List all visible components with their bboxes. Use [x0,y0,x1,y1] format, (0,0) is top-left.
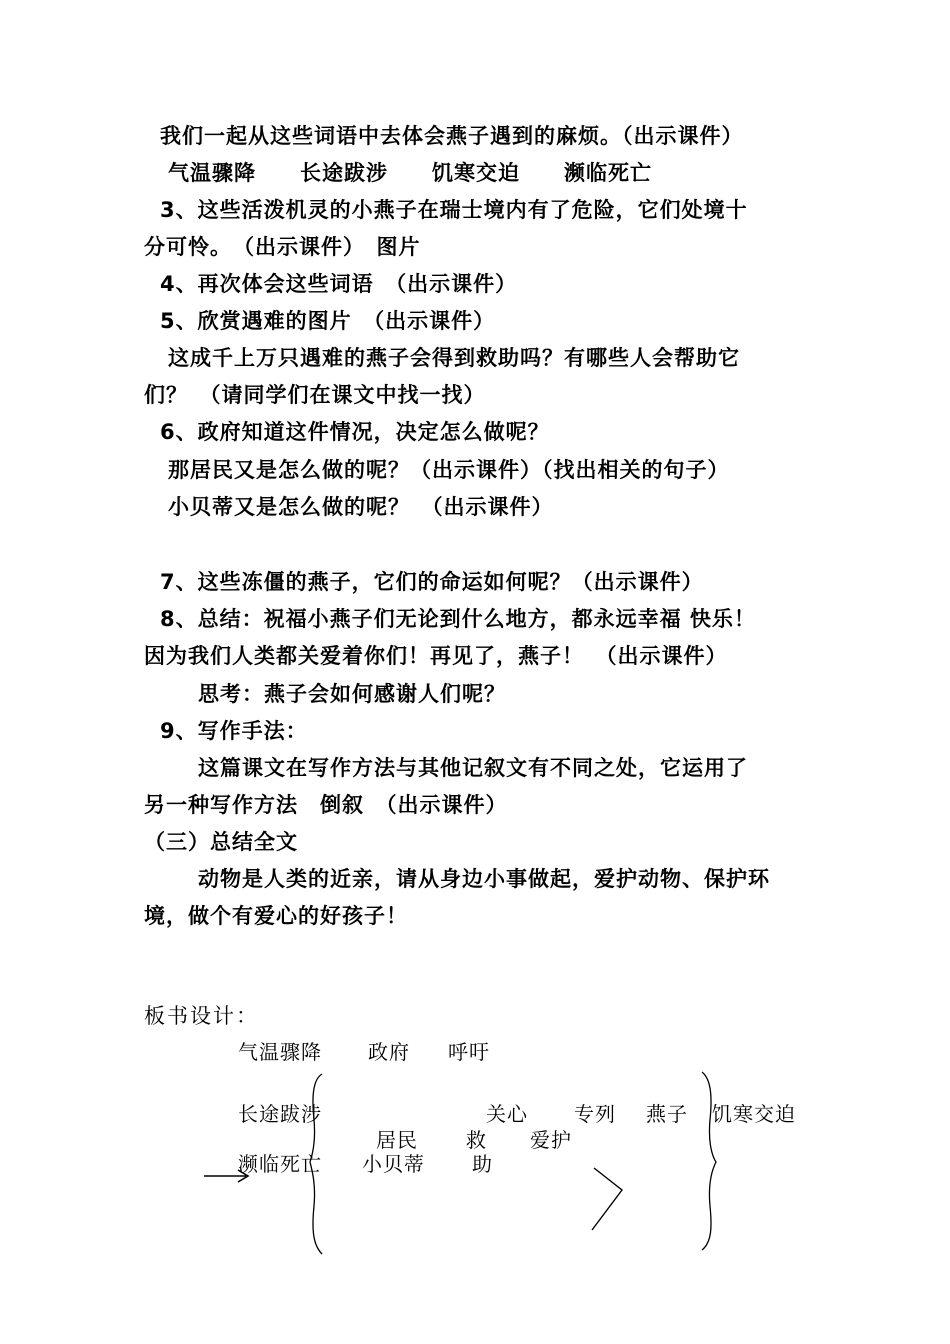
lesson-line: 9、写作手法： [160,719,308,743]
lesson-line: 境，做个有爱心的好孩子！ [144,904,408,928]
board-word: 饥寒交迫 [712,1102,796,1126]
board-word: 助 [472,1152,493,1176]
lesson-line: 4、再次体会这些词语 （出示课件） [160,272,518,296]
lesson-line: 因为我们人类都关爱着你们！再见了，燕子！ （出示课件） [144,644,728,668]
angle-mark [592,1168,622,1230]
lesson-line: 7、这些冻僵的燕子，它们的命运如何呢？（出示课件） [160,570,704,594]
board-word: 关心 [486,1102,528,1126]
lesson-line: 们？ （请同学们在课文中找一找） [144,383,486,407]
lesson-line: 8、总结：祝福小燕子们无论到什么地方，都永远幸福 快乐！ [160,607,756,631]
board-word: 爱护 [530,1128,572,1152]
board-word: 长途跋涉 [238,1102,322,1126]
board-word: 气温骤降 [238,1040,322,1064]
lesson-line: 那居民又是怎么做的呢？（出示课件）（找出相关的句子） [168,458,730,482]
lesson-line: 气温骤降 长途跋涉 饥寒交迫 濒临死亡 [168,161,652,185]
right-brace [702,1072,716,1250]
lesson-line: 这成千上万只遇难的燕子会得到救助吗？有哪些人会帮助它 [168,346,740,370]
lesson-line: 思考：燕子会如何感谢人们呢？ [198,682,506,706]
board-word: 小贝蒂 [362,1152,425,1176]
board-word: 居民 [376,1128,418,1152]
lesson-line: 我们一起从这些词语中去体会燕子遇到的麻烦。（出示课件） [160,124,744,148]
left-brace [310,1074,322,1254]
board-word: 专列 [574,1102,616,1126]
lesson-line: 小贝蒂又是怎么做的呢？ （出示课件） [168,495,554,519]
arrow-icon [204,1170,248,1182]
lesson-line: （三）总结全文 [144,830,298,854]
lesson-line: 5、欣赏遇难的图片 （出示课件） [160,309,496,333]
lesson-line: 这篇课文在写作方法与其他记叙文有不同之处，它运用了 [198,756,748,780]
lesson-line: 3、这些活泼机灵的小燕子在瑞士境内有了危险，它们处境十 [160,198,748,222]
board-heading: 板书设计： [144,1004,259,1028]
lesson-line: 分可怜。 （出示课件） 图片 [144,235,421,259]
board-word: 燕子 [646,1102,688,1126]
board-word: 救 [466,1128,487,1152]
lesson-line: 另一种写作方法 倒叙 （出示课件） [144,793,508,817]
board-word: 呼吁 [448,1040,490,1064]
board-word: 濒临死亡 [238,1152,322,1176]
lesson-line: 动物是人类的近亲，请从身边小事做起，爱护动物、保护环 [198,867,770,891]
lesson-line: 6、政府知道这件情况，决定怎么做呢？ [160,420,550,444]
board-word: 政府 [368,1040,410,1064]
